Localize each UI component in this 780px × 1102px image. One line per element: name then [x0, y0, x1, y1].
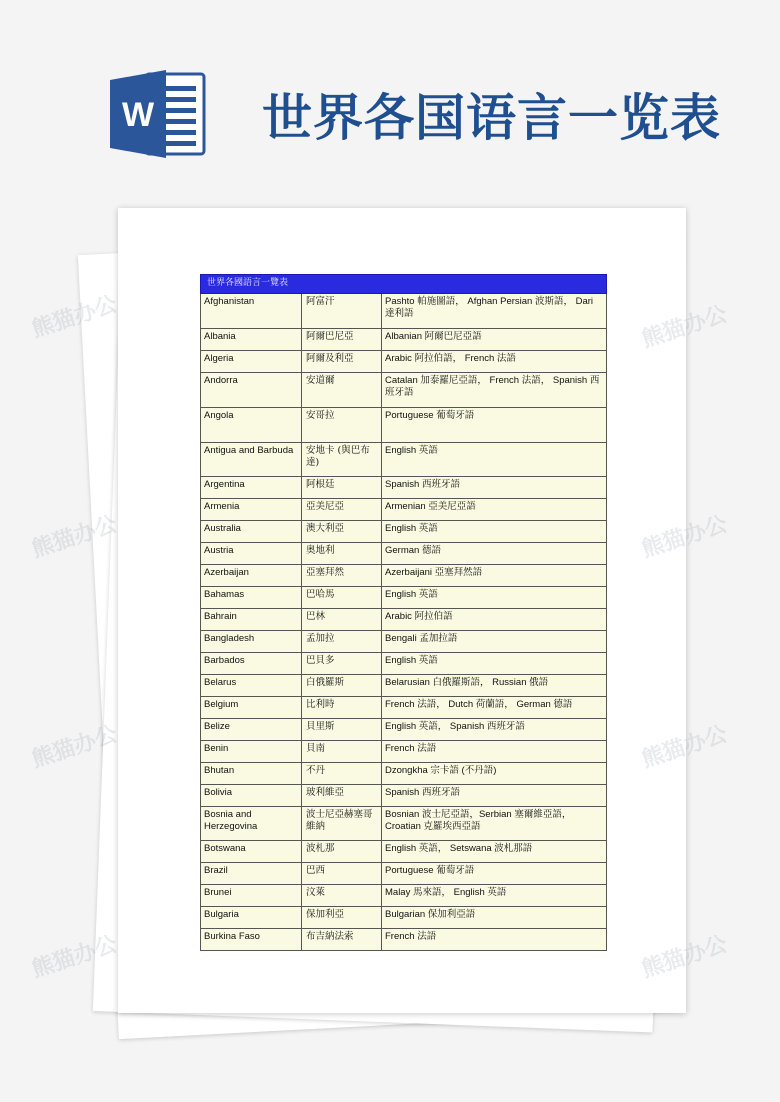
table-row	[201, 499, 607, 521]
country-chinese-cell: 波士尼亞赫塞哥維納	[302, 807, 382, 841]
country-chinese-cell: 阿爾及利亞	[302, 351, 382, 373]
table-row	[201, 373, 607, 408]
languages-cell: Armenian 亞美尼亞語	[382, 499, 607, 521]
table-row	[201, 587, 607, 609]
watermark: 熊猫办公	[28, 510, 121, 562]
table-row	[201, 443, 607, 477]
country-chinese-cell: 亞美尼亞	[302, 499, 382, 521]
country-chinese-cell: 澳大利亞	[302, 521, 382, 543]
country-english-cell: Benin	[201, 741, 302, 763]
country-english-cell: Bahrain	[201, 609, 302, 631]
table-row	[201, 697, 607, 719]
country-chinese-cell: 阿富汗	[302, 294, 382, 329]
country-chinese-cell: 阿根廷	[302, 477, 382, 499]
watermark: 熊猫办公	[638, 510, 731, 562]
languages-cell: French 法語	[382, 929, 607, 951]
table-row	[201, 653, 607, 675]
country-english-cell: Algeria	[201, 351, 302, 373]
word-document-icon	[108, 68, 208, 160]
country-chinese-cell: 比利時	[302, 697, 382, 719]
country-english-cell: Angola	[201, 408, 302, 443]
languages-cell: Dzongkha 宗卡語 (不丹語)	[382, 763, 607, 785]
languages-cell: Spanish 西班牙語	[382, 477, 607, 499]
languages-cell: Bulgarian 保加利亞語	[382, 907, 607, 929]
languages-cell: French 法語	[382, 741, 607, 763]
country-chinese-cell: 白俄羅斯	[302, 675, 382, 697]
table-row	[201, 609, 607, 631]
country-english-cell: Brunei	[201, 885, 302, 907]
table-row	[201, 408, 607, 443]
country-chinese-cell: 汶萊	[302, 885, 382, 907]
country-chinese-cell: 巴西	[302, 863, 382, 885]
languages-cell: Azerbaijani 亞塞拜然語	[382, 565, 607, 587]
country-english-cell: Albania	[201, 329, 302, 351]
table-row	[201, 565, 607, 587]
watermark: 熊猫办公	[28, 930, 121, 982]
table-row	[201, 477, 607, 499]
country-chinese-cell: 貝里斯	[302, 719, 382, 741]
country-english-cell: Australia	[201, 521, 302, 543]
country-english-cell: Belarus	[201, 675, 302, 697]
country-chinese-cell: 安道爾	[302, 373, 382, 408]
table-row	[201, 719, 607, 741]
languages-cell: English 英語， Setswana 波札那語	[382, 841, 607, 863]
country-english-cell: Bahamas	[201, 587, 302, 609]
country-chinese-cell: 保加利亞	[302, 907, 382, 929]
table-row	[201, 863, 607, 885]
languages-cell: English 英語	[382, 587, 607, 609]
country-chinese-cell: 亞塞拜然	[302, 565, 382, 587]
languages-cell: Spanish 西班牙語	[382, 785, 607, 807]
country-english-cell: Afghanistan	[201, 294, 302, 329]
languages-cell: Arabic 阿拉伯語， French 法語	[382, 351, 607, 373]
table-row	[201, 543, 607, 565]
country-chinese-cell: 孟加拉	[302, 631, 382, 653]
table-row	[201, 907, 607, 929]
languages-cell: English 英語	[382, 653, 607, 675]
languages-cell: Malay 馬來語， English 英語	[382, 885, 607, 907]
country-english-cell: Burkina Faso	[201, 929, 302, 951]
table-row	[201, 521, 607, 543]
page-title: 世界各国语言一览表	[262, 88, 721, 147]
country-chinese-cell: 奥地利	[302, 543, 382, 565]
country-chinese-cell: 不丹	[302, 763, 382, 785]
country-english-cell: Antigua and Barbuda	[201, 443, 302, 477]
table-row	[201, 763, 607, 785]
country-chinese-cell: 巴哈馬	[302, 587, 382, 609]
header	[0, 0, 780, 190]
table-row	[201, 807, 607, 841]
language-table	[200, 274, 607, 951]
languages-cell: Catalan 加泰羅尼亞語， French 法語， Spanish 西班牙語	[382, 373, 607, 408]
table-caption-row	[201, 275, 607, 294]
watermark: 熊猫办公	[638, 930, 731, 982]
country-chinese-cell: 安哥拉	[302, 408, 382, 443]
languages-cell: Arabic 阿拉伯語	[382, 609, 607, 631]
country-english-cell: Andorra	[201, 373, 302, 408]
country-english-cell: Brazil	[201, 863, 302, 885]
languages-cell: Belarusian 白俄羅斯語， Russian 俄語	[382, 675, 607, 697]
languages-cell: French 法語， Dutch 荷蘭語， German 德語	[382, 697, 607, 719]
table-row	[201, 885, 607, 907]
watermark: 熊猫办公	[638, 720, 731, 772]
country-english-cell: Belgium	[201, 697, 302, 719]
country-english-cell: Barbados	[201, 653, 302, 675]
country-english-cell: Bangladesh	[201, 631, 302, 653]
country-english-cell: Argentina	[201, 477, 302, 499]
languages-cell: English 英語	[382, 521, 607, 543]
country-chinese-cell: 巴林	[302, 609, 382, 631]
country-english-cell: Austria	[201, 543, 302, 565]
country-chinese-cell: 阿爾巴尼亞	[302, 329, 382, 351]
country-english-cell: Bosnia and Herzegovina	[201, 807, 302, 841]
country-chinese-cell: 巴貝多	[302, 653, 382, 675]
languages-cell: Bengali 孟加拉語	[382, 631, 607, 653]
languages-cell: English 英語， Spanish 西班牙語	[382, 719, 607, 741]
country-english-cell: Belize	[201, 719, 302, 741]
languages-cell: Portuguese 葡萄牙語	[382, 408, 607, 443]
country-english-cell: Bulgaria	[201, 907, 302, 929]
country-chinese-cell: 波札那	[302, 841, 382, 863]
country-chinese-cell: 安地卡 (與巴布達)	[302, 443, 382, 477]
watermark: 熊猫办公	[28, 290, 121, 342]
languages-cell: Pashto 帕施圖語， Afghan Persian 波斯語， Dari 達利語	[382, 294, 607, 329]
country-chinese-cell: 貝南	[302, 741, 382, 763]
table-row	[201, 329, 607, 351]
languages-cell: English 英語	[382, 443, 607, 477]
languages-cell: Portuguese 葡萄牙語	[382, 863, 607, 885]
country-english-cell: Azerbaijan	[201, 565, 302, 587]
document-page	[118, 208, 686, 1013]
country-chinese-cell: 布吉納法索	[302, 929, 382, 951]
table-caption: 世界各國語言一覽表	[201, 275, 607, 294]
country-chinese-cell: 玻利維亞	[302, 785, 382, 807]
table-row	[201, 351, 607, 373]
watermark: 熊猫办公	[638, 300, 731, 352]
country-english-cell: Botswana	[201, 841, 302, 863]
word-icon-letter: W	[121, 96, 155, 134]
table-row	[201, 741, 607, 763]
table-row	[201, 841, 607, 863]
watermark: 熊猫办公	[28, 720, 121, 772]
table-row	[201, 785, 607, 807]
table-row	[201, 675, 607, 697]
languages-cell: Albanian 阿爾巴尼亞語	[382, 329, 607, 351]
languages-cell: Bosnian 波士尼亞語，Serbian 塞爾維亞語，Croatian 克羅埃西亞語	[382, 807, 607, 841]
table-row	[201, 294, 607, 329]
table-row	[201, 631, 607, 653]
country-english-cell: Bhutan	[201, 763, 302, 785]
country-english-cell: Bolivia	[201, 785, 302, 807]
languages-cell: German 德語	[382, 543, 607, 565]
table-row	[201, 929, 607, 951]
country-english-cell: Armenia	[201, 499, 302, 521]
